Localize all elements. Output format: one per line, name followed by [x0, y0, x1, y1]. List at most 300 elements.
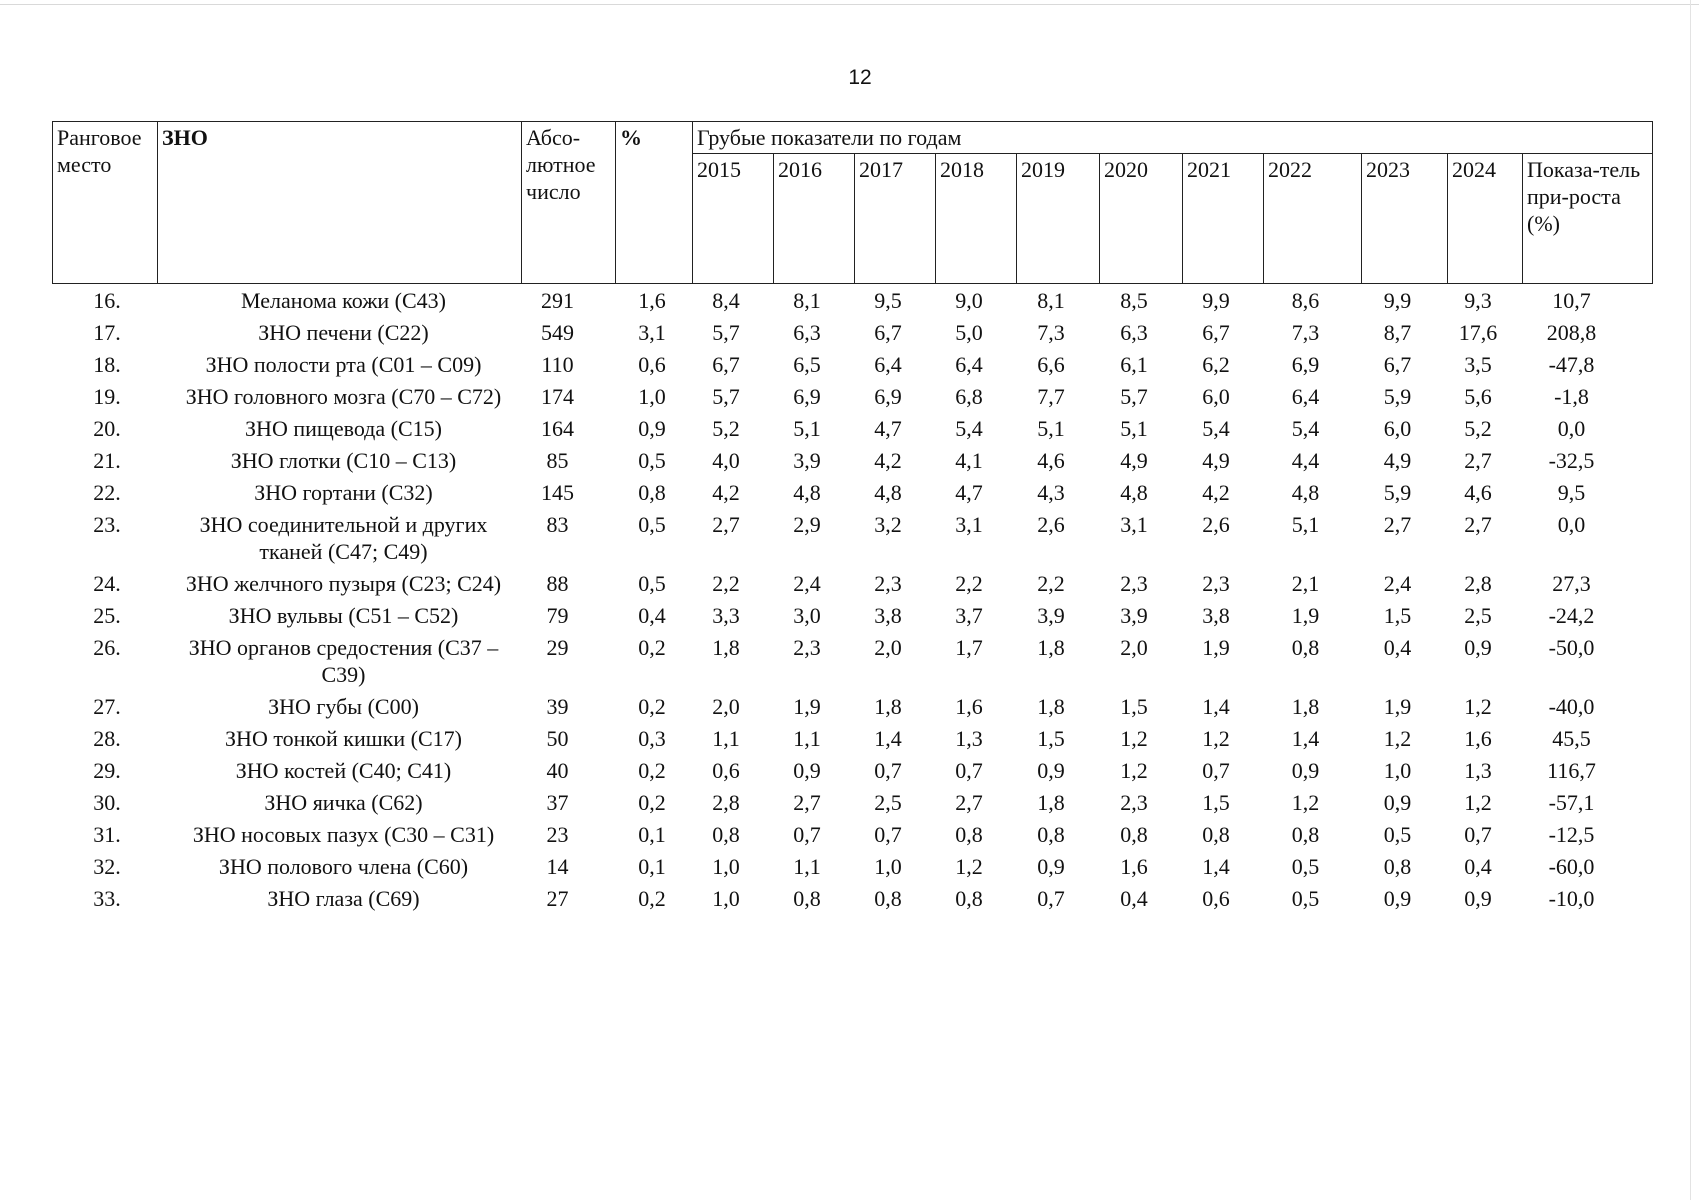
cell-year-value: 0,4: [1383, 635, 1412, 660]
cell-year-value: 4,2: [874, 448, 902, 473]
cell-year-value: 1,9: [1291, 603, 1320, 628]
cell-year-value: 3,9: [793, 448, 821, 473]
cell-abs: 39: [546, 694, 569, 719]
cell-year-value: 2,1: [1291, 571, 1320, 596]
table-row: [53, 690, 1653, 722]
cell-year-value: 2,3: [874, 571, 902, 596]
cell-year-value: 0,8: [1383, 854, 1412, 879]
cell-year-value: 1,1: [793, 726, 821, 751]
cell-rank: 31.: [93, 822, 121, 847]
cell-rank: 28.: [93, 726, 121, 751]
cell-year-value: 0,8: [1202, 822, 1230, 847]
cell-growth: 45,5: [1552, 726, 1591, 751]
cell-year-value: 0,5: [1291, 854, 1320, 879]
cell-year-value: 3,3: [712, 603, 740, 628]
header-year: 2022: [1264, 154, 1362, 284]
cell-year-value: 0,7: [1037, 886, 1065, 911]
cell-year-value: 2,3: [793, 635, 821, 660]
cell-year-value: 0,6: [712, 758, 740, 783]
table-row: [53, 380, 1653, 412]
cell-year-value: 4,8: [1120, 480, 1148, 505]
cell-year-value: 0,7: [1464, 822, 1492, 847]
table-row: [53, 882, 1653, 914]
cell-year-value: 8,5: [1120, 288, 1148, 313]
cell-name: Меланома кожи (С43): [241, 288, 446, 313]
table-row: [53, 786, 1653, 818]
table-row: [53, 850, 1653, 882]
cell-year-value: 5,1: [1037, 416, 1065, 441]
header-year: 2020: [1100, 154, 1183, 284]
cell-name: ЗНО костей (С40; С41): [235, 758, 452, 783]
cell-year-value: 1,9: [793, 694, 821, 719]
table-row: [53, 348, 1653, 380]
cell-year-value: 3,7: [955, 603, 983, 628]
cell-growth: 116,7: [1547, 758, 1596, 783]
cell-pct: 1,0: [638, 384, 666, 409]
cell-pct: 0,2: [638, 790, 666, 815]
cell-year-value: 1,1: [712, 726, 740, 751]
cell-year-value: 1,3: [955, 726, 983, 751]
right-edge-rule: [1690, 0, 1691, 1200]
header-year: 2019: [1017, 154, 1100, 284]
cell-year-value: 2,7: [955, 790, 983, 815]
cell-year-value: 8,7: [1383, 320, 1412, 345]
cell-year-value: 6,7: [712, 352, 740, 377]
cell-year-value: 1,6: [1120, 854, 1148, 879]
cell-year-value: 2,7: [1464, 512, 1492, 537]
cell-year-value: 3,8: [1202, 603, 1230, 628]
cell-growth: 0,0: [1557, 416, 1586, 441]
cell-year-value: 4,9: [1202, 448, 1230, 473]
cell-name: ЗНО губы (С00): [268, 694, 419, 719]
cell-year-value: 8,1: [1037, 288, 1065, 313]
cell-year-value: 3,1: [955, 512, 983, 537]
cell-rank: 30.: [93, 790, 121, 815]
cell-year-value: 5,2: [712, 416, 740, 441]
cell-abs: 27: [546, 886, 569, 911]
cell-year-value: 2,6: [1037, 512, 1065, 537]
cell-year-value: 1,2: [1383, 726, 1412, 751]
cell-year-value: 1,8: [1037, 694, 1065, 719]
cell-pct: 0,2: [638, 758, 666, 783]
cell-year-value: 5,4: [955, 416, 983, 441]
cell-year-value: 1,4: [1202, 854, 1230, 879]
cell-pct: 0,2: [638, 886, 666, 911]
cell-year-value: 1,4: [1202, 694, 1230, 719]
table-row: [53, 567, 1653, 599]
cell-year-value: 2,0: [1120, 635, 1148, 660]
cell-rank: 33.: [93, 886, 121, 911]
header-growth: Показа-тель при-роста (%): [1523, 154, 1653, 284]
table-row: [53, 476, 1653, 508]
cell-rank: 25.: [93, 603, 121, 628]
cell-year-value: 1,6: [955, 694, 983, 719]
cell-year-value: 6,0: [1383, 416, 1412, 441]
cell-year-value: 6,7: [1383, 352, 1412, 377]
cell-year-value: 2,6: [1202, 512, 1230, 537]
cell-year-value: 5,7: [1120, 384, 1148, 409]
header-name: ЗНО: [158, 122, 522, 284]
cell-year-value: 0,9: [1383, 886, 1412, 911]
cell-abs: 29: [546, 635, 569, 660]
cell-year-value: 4,6: [1464, 480, 1492, 505]
cell-growth: -1,8: [1554, 384, 1589, 409]
cell-year-value: 2,7: [793, 790, 821, 815]
cell-rank: 22.: [93, 480, 121, 505]
cell-abs: 174: [541, 384, 574, 409]
cell-growth: -10,0: [1548, 886, 1595, 911]
cell-year-value: 6,7: [1202, 320, 1230, 345]
cell-year-value: 1,8: [874, 694, 902, 719]
header-abs: Абсо-лютное число: [522, 122, 616, 284]
cell-name: ЗНО полости рта (С01 – С09): [205, 352, 482, 377]
cell-year-value: 1,6: [1464, 726, 1492, 751]
cell-year-value: 0,7: [874, 822, 902, 847]
cell-year-value: 2,9: [793, 512, 821, 537]
cell-year-value: 1,4: [1291, 726, 1320, 751]
cell-pct: 0,2: [638, 694, 666, 719]
cell-rank: 21.: [93, 448, 121, 473]
incidence-table: [52, 121, 1653, 914]
cell-year-value: 1,4: [874, 726, 902, 751]
header-year: 2015: [693, 154, 774, 284]
cell-year-value: 1,9: [1383, 694, 1412, 719]
cell-year-value: 4,7: [874, 416, 902, 441]
cell-name: ЗНО органов средостения (С37 – С39): [188, 635, 499, 687]
cell-year-value: 1,0: [712, 854, 740, 879]
cell-name: ЗНО гортани (С32): [254, 480, 433, 505]
cell-year-value: 6,6: [1037, 352, 1065, 377]
cell-abs: 37: [546, 790, 569, 815]
cell-year-value: 1,0: [1383, 758, 1412, 783]
cell-rank: 26.: [93, 635, 121, 660]
cell-growth: 27,3: [1552, 571, 1591, 596]
cell-rank: 24.: [93, 571, 121, 596]
cell-year-value: 7,7: [1037, 384, 1065, 409]
cell-rank: 29.: [93, 758, 121, 783]
cell-year-value: 7,3: [1291, 320, 1320, 345]
cell-year-value: 6,4: [955, 352, 983, 377]
cell-pct: 0,5: [638, 512, 666, 537]
cell-year-value: 0,5: [1383, 822, 1412, 847]
top-edge-rule: [0, 4, 1699, 5]
cell-year-value: 8,1: [793, 288, 821, 313]
cell-year-value: 6,9: [874, 384, 902, 409]
cell-year-value: 1,8: [1037, 790, 1065, 815]
cell-year-value: 1,8: [1037, 635, 1065, 660]
cell-year-value: 2,4: [793, 571, 821, 596]
cell-growth: 9,5: [1557, 480, 1586, 505]
cell-growth: 10,7: [1552, 288, 1591, 313]
cell-year-value: 4,9: [1383, 448, 1412, 473]
cell-year-value: 6,5: [793, 352, 821, 377]
cell-year-value: 0,4: [1120, 886, 1148, 911]
cell-year-value: 0,4: [1464, 854, 1492, 879]
cell-year-value: 6,8: [955, 384, 983, 409]
cell-year-value: 3,0: [793, 603, 821, 628]
cell-growth: -50,0: [1548, 635, 1595, 660]
cell-year-value: 5,0: [955, 320, 983, 345]
cell-year-value: 0,6: [1202, 886, 1230, 911]
cell-year-value: 9,9: [1383, 288, 1412, 313]
cell-pct: 0,5: [638, 448, 666, 473]
header-pct: %: [616, 122, 693, 284]
cell-year-value: 17,6: [1458, 320, 1498, 345]
cell-year-value: 5,9: [1383, 480, 1412, 505]
cell-pct: 0,5: [638, 571, 666, 596]
table-row: [53, 284, 1653, 317]
cell-year-value: 0,8: [793, 886, 821, 911]
cell-year-value: 6,7: [874, 320, 902, 345]
cell-pct: 0,3: [638, 726, 666, 751]
cell-year-value: 2,8: [1464, 571, 1492, 596]
cell-growth: -47,8: [1548, 352, 1595, 377]
cell-year-value: 5,1: [793, 416, 821, 441]
cell-year-value: 1,2: [1291, 790, 1320, 815]
cell-name: ЗНО печени (С22): [258, 320, 429, 345]
cell-growth: -60,0: [1548, 854, 1595, 879]
cell-year-value: 4,6: [1037, 448, 1065, 473]
cell-year-value: 5,4: [1202, 416, 1230, 441]
cell-year-value: 4,0: [712, 448, 740, 473]
cell-name: ЗНО пищевода (С15): [245, 416, 442, 441]
header-year: 2021: [1183, 154, 1264, 284]
cell-year-value: 2,7: [712, 512, 740, 537]
cell-year-value: 9,3: [1464, 288, 1492, 313]
cell-growth: -40,0: [1548, 694, 1595, 719]
page-number: 12: [848, 66, 872, 89]
cell-abs: 40: [546, 758, 569, 783]
cell-year-value: 5,1: [1291, 512, 1320, 537]
cell-year-value: 2,2: [712, 571, 740, 596]
cell-year-value: 6,4: [1291, 384, 1320, 409]
header-group-years: Грубые показатели по годам: [693, 122, 1653, 154]
cell-year-value: 0,8: [874, 886, 902, 911]
cell-year-value: 3,1: [1120, 512, 1148, 537]
cell-abs: 110: [541, 352, 574, 377]
table-row: [53, 818, 1653, 850]
header-rank: Ранговое место: [53, 122, 158, 284]
cell-year-value: 2,0: [712, 694, 740, 719]
cell-year-value: 0,7: [793, 822, 821, 847]
cell-name: ЗНО носовых пазух (С30 – С31): [192, 822, 495, 847]
cell-year-value: 1,2: [1202, 726, 1230, 751]
cell-abs: 88: [546, 571, 569, 596]
cell-rank: 18.: [93, 352, 121, 377]
header-year: 2016: [774, 154, 855, 284]
cell-year-value: 6,9: [1291, 352, 1320, 377]
cell-growth: 208,8: [1546, 320, 1597, 345]
cell-year-value: 6,9: [793, 384, 821, 409]
cell-year-value: 2,4: [1383, 571, 1412, 596]
cell-year-value: 6,1: [1120, 352, 1148, 377]
cell-year-value: 0,8: [1037, 822, 1065, 847]
table-body: [53, 284, 1653, 915]
header-year: 2018: [936, 154, 1017, 284]
table-row: [53, 508, 1653, 567]
cell-abs: 549: [541, 320, 574, 345]
cell-year-value: 8,6: [1291, 288, 1320, 313]
cell-name: ЗНО полового члена (С60): [218, 854, 469, 879]
cell-year-value: 5,4: [1291, 416, 1320, 441]
cell-year-value: 1,5: [1120, 694, 1148, 719]
cell-year-value: 2,3: [1202, 571, 1230, 596]
cell-year-value: 0,9: [1037, 854, 1065, 879]
cell-year-value: 0,8: [1120, 822, 1148, 847]
cell-year-value: 4,2: [712, 480, 740, 505]
cell-pct: 0,2: [638, 635, 666, 660]
cell-year-value: 1,2: [1120, 726, 1148, 751]
cell-pct: 3,1: [638, 320, 666, 345]
cell-year-value: 6,2: [1202, 352, 1230, 377]
cell-name: ЗНО вульвы (С51 – С52): [228, 603, 459, 628]
cell-rank: 17.: [93, 320, 121, 345]
cell-growth: -24,2: [1548, 603, 1595, 628]
cell-year-value: 2,3: [1120, 790, 1148, 815]
cell-year-value: 5,6: [1464, 384, 1492, 409]
cell-year-value: 0,9: [1291, 758, 1320, 783]
cell-year-value: 4,7: [955, 480, 983, 505]
cell-year-value: 4,9: [1120, 448, 1148, 473]
cell-year-value: 1,8: [1291, 694, 1320, 719]
cell-name: ЗНО тонкой кишки (С17): [225, 726, 462, 751]
cell-year-value: 5,1: [1120, 416, 1148, 441]
cell-year-value: 1,8: [712, 635, 740, 660]
cell-abs: 23: [546, 822, 569, 847]
cell-growth: -32,5: [1548, 448, 1595, 473]
cell-year-value: 0,8: [955, 822, 983, 847]
cell-year-value: 5,7: [712, 384, 740, 409]
cell-year-value: 6,4: [874, 352, 902, 377]
cell-year-value: 9,5: [874, 288, 902, 313]
cell-year-value: 1,2: [955, 854, 983, 879]
cell-year-value: 2,2: [1037, 571, 1065, 596]
cell-year-value: 1,2: [1464, 790, 1492, 815]
cell-name: ЗНО яичка (С62): [264, 790, 423, 815]
cell-year-value: 0,9: [793, 758, 821, 783]
cell-year-value: 3,5: [1464, 352, 1492, 377]
cell-rank: 20.: [93, 416, 121, 441]
cell-year-value: 2,5: [874, 790, 902, 815]
cell-year-value: 0,9: [1383, 790, 1412, 815]
cell-year-value: 4,1: [955, 448, 983, 473]
cell-year-value: 0,7: [1202, 758, 1230, 783]
cell-abs: 83: [546, 512, 569, 537]
cell-year-value: 0,8: [955, 886, 983, 911]
cell-year-value: 1,2: [1120, 758, 1148, 783]
cell-year-value: 1,7: [955, 635, 983, 660]
cell-year-value: 1,3: [1464, 758, 1492, 783]
cell-rank: 16.: [93, 288, 121, 313]
table-row: [53, 754, 1653, 786]
cell-year-value: 3,9: [1120, 603, 1148, 628]
cell-year-value: 0,7: [955, 758, 983, 783]
cell-year-value: 5,9: [1383, 384, 1412, 409]
cell-growth: -57,1: [1548, 790, 1595, 815]
cell-year-value: 4,8: [793, 480, 821, 505]
cell-year-value: 0,9: [1464, 886, 1492, 911]
cell-year-value: 4,3: [1037, 480, 1065, 505]
cell-year-value: 0,9: [1037, 758, 1065, 783]
cell-pct: 0,1: [638, 854, 666, 879]
cell-pct: 1,6: [638, 288, 666, 313]
cell-year-value: 3,2: [874, 512, 902, 537]
cell-year-value: 6,0: [1202, 384, 1230, 409]
cell-year-value: 2,7: [1464, 448, 1492, 473]
cell-year-value: 1,2: [1464, 694, 1492, 719]
cell-abs: 50: [546, 726, 569, 751]
cell-rank: 23.: [93, 512, 121, 537]
cell-year-value: 0,8: [1291, 635, 1320, 660]
cell-abs: 79: [546, 603, 569, 628]
cell-year-value: 2,5: [1464, 603, 1492, 628]
cell-growth: 0,0: [1557, 512, 1586, 537]
cell-pct: 0,9: [638, 416, 666, 441]
cell-name: ЗНО глотки (С10 – С13): [230, 448, 457, 473]
table-row: [53, 631, 1653, 690]
table-row: [53, 316, 1653, 348]
cell-year-value: 4,2: [1202, 480, 1230, 505]
cell-rank: 32.: [93, 854, 121, 879]
cell-abs: 85: [546, 448, 569, 473]
cell-year-value: 4,8: [1291, 480, 1320, 505]
cell-name: ЗНО головного мозга (С70 – С72): [185, 384, 502, 409]
cell-rank: 19.: [93, 384, 121, 409]
header-year: 2023: [1362, 154, 1448, 284]
table-row: [53, 599, 1653, 631]
cell-year-value: 2,3: [1120, 571, 1148, 596]
table-row: [53, 412, 1653, 444]
cell-year-value: 8,4: [712, 288, 740, 313]
cell-year-value: 1,9: [1202, 635, 1230, 660]
cell-name: ЗНО соединительной и других тканей (С47; С49): [199, 512, 488, 564]
cell-year-value: 1,0: [874, 854, 902, 879]
cell-name: ЗНО желчного пузыря (С23; С24): [185, 571, 502, 596]
cell-year-value: 1,5: [1037, 726, 1065, 751]
cell-abs: 291: [541, 288, 574, 313]
cell-year-value: 2,2: [955, 571, 983, 596]
header-year: 2017: [855, 154, 936, 284]
cell-pct: 0,1: [638, 822, 666, 847]
header-year: 2024: [1448, 154, 1523, 284]
table-row: [53, 722, 1653, 754]
cell-year-value: 1,1: [793, 854, 821, 879]
cell-year-value: 2,0: [874, 635, 902, 660]
cell-year-value: 2,7: [1383, 512, 1412, 537]
cell-abs: 164: [541, 416, 574, 441]
cell-year-value: 0,7: [874, 758, 902, 783]
cell-pct: 0,4: [638, 603, 666, 628]
cell-year-value: 1,5: [1383, 603, 1412, 628]
cell-year-value: 1,5: [1202, 790, 1230, 815]
cell-pct: 0,8: [638, 480, 666, 505]
cell-year-value: 3,9: [1037, 603, 1065, 628]
cell-year-value: 6,3: [793, 320, 821, 345]
cell-year-value: 1,0: [712, 886, 740, 911]
cell-year-value: 5,2: [1464, 416, 1492, 441]
cell-abs: 14: [546, 854, 569, 879]
cell-pct: 0,6: [638, 352, 666, 377]
cell-year-value: 7,3: [1037, 320, 1065, 345]
cell-year-value: 5,7: [712, 320, 740, 345]
cell-growth: -12,5: [1548, 822, 1595, 847]
cell-year-value: 9,0: [955, 288, 983, 313]
cell-year-value: 3,8: [874, 603, 902, 628]
cell-year-value: 2,8: [712, 790, 740, 815]
cell-year-value: 4,8: [874, 480, 902, 505]
cell-year-value: 4,4: [1291, 448, 1320, 473]
cell-year-value: 9,9: [1202, 288, 1230, 313]
